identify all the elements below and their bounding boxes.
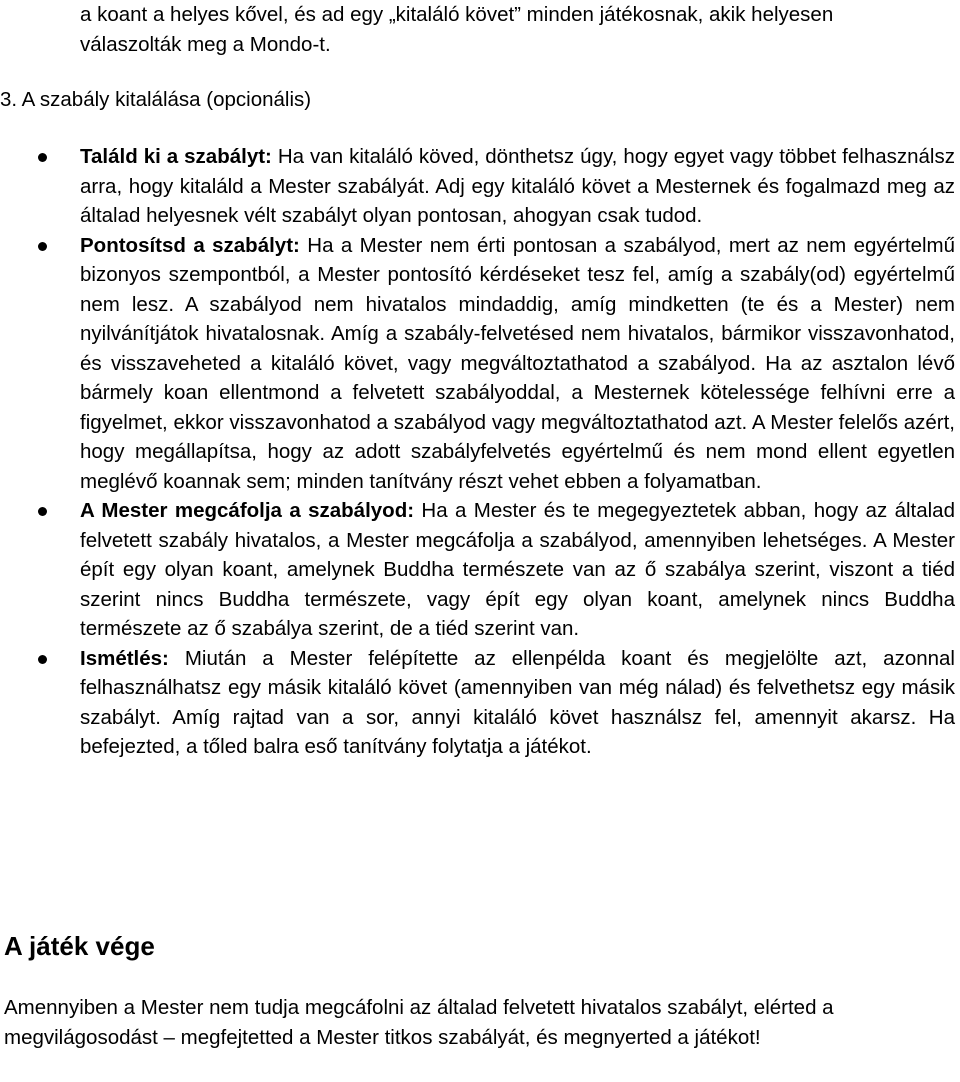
list-item — [0, 231, 955, 497]
rules-list — [0, 142, 960, 762]
list-item — [0, 496, 955, 644]
bullet-icon — [38, 655, 47, 664]
bullet-text: Ha van kitaláló köved, dönthetsz úgy, hogy egyet vagy többet felhasználsz arra, hogy kitaláld a Mester szabályát. Adj egy kitaláló követ a Mesternek és fogalmazd meg az általad helyesnek vélt szabályt olyan pontosan, ahogyan csak tudod. — [80, 145, 955, 227]
bullet-text: Ha a Mester nem érti pontosan a szabályod, mert az nem egyértelmű bizonyos szempontból, a Mester pontosító kérdéseket tesz fel, amíg a szabály(od) egyértelmű nem lesz. A szabályod nem hivatalos mindaddig, amíg mindketten (te és a Mester) nem nyilvánítjátok hivatalosnak. Amíg a szabály-felvetésed nem hivatalos, bármikor visszavonhatod, és visszaveheted a kitaláló követ, vagy megváltoztathatod a szabályod. Ha az asztalon lévő bármely koan ellentmond a felvetett szabályoddal, a Mesternek kötelessége felhívni erre a figyelmet, ekkor visszavonhatod a szabályod vagy megváltoztathatod azt. A Mester felelős azért, hogy megállapítsa, hogy az adott szabályfelvetés egyértelmű és nem mond ellent egyetlen meglévő koannak sem; minden tanítvány részt vehet ebben a folyamatban. — [80, 233, 955, 493]
bullet-term: Ismétlés: — [80, 646, 169, 670]
section-heading: 3. A szabály kitalálása (opcionális) — [0, 88, 312, 111]
bullet-text: Ha a Mester és te megegyeztetek abban, hogy az általad felvetett szabály hivatalos, a Mester megcáfolja a szabályod, amennyiben lehetséges. A Mester épít egy olyan koant, amelynek Buddha természete van az ő szabálya szerint, viszont a tiéd szerint nincs Buddha természete, vagy épít egy olyan koant, amelynek nincs Buddha természete az ő szabálya szerint, de a tiéd szerint van. — [80, 499, 955, 640]
intro-paragraph: a koant a helyes kővel, és ad egy „kitaláló követ” minden játékosnak, akik helyesen válaszolták meg a Mondo-t. — [80, 3, 834, 56]
list-item — [0, 142, 955, 231]
bullet-icon — [38, 507, 47, 516]
end-heading: A játék vége — [4, 931, 155, 961]
bullet-text: Miután a Mester felépítette az ellenpélda koant és megjelölte azt, azonnal felhasználhatsz egy másik kitaláló követ (amennyiben van még nálad) és felvethetsz egy másik szabályt. Amíg rajtad van a sor, annyi kitaláló követ használsz fel, amennyit akarsz. Ha befejezted, a tőled balra eső tanítvány folytatja a játékot. — [80, 646, 955, 758]
bullet-icon — [38, 242, 47, 251]
end-paragraph: Amennyiben a Mester nem tudja megcáfolni az általad felvetett hivatalos szabályt, elérted a megvilágosodást – megfejtetted a Mester titkos szabályát, és megnyerted a játékot! — [4, 996, 834, 1049]
bullet-term: Találd ki a szabályt: — [80, 145, 272, 168]
bullet-term: Pontosítsd a szabályt: — [80, 233, 300, 257]
bullet-icon — [38, 153, 47, 162]
list-item — [0, 644, 955, 762]
bullet-term: A Mester megcáfolja a szabályod: — [80, 499, 415, 522]
